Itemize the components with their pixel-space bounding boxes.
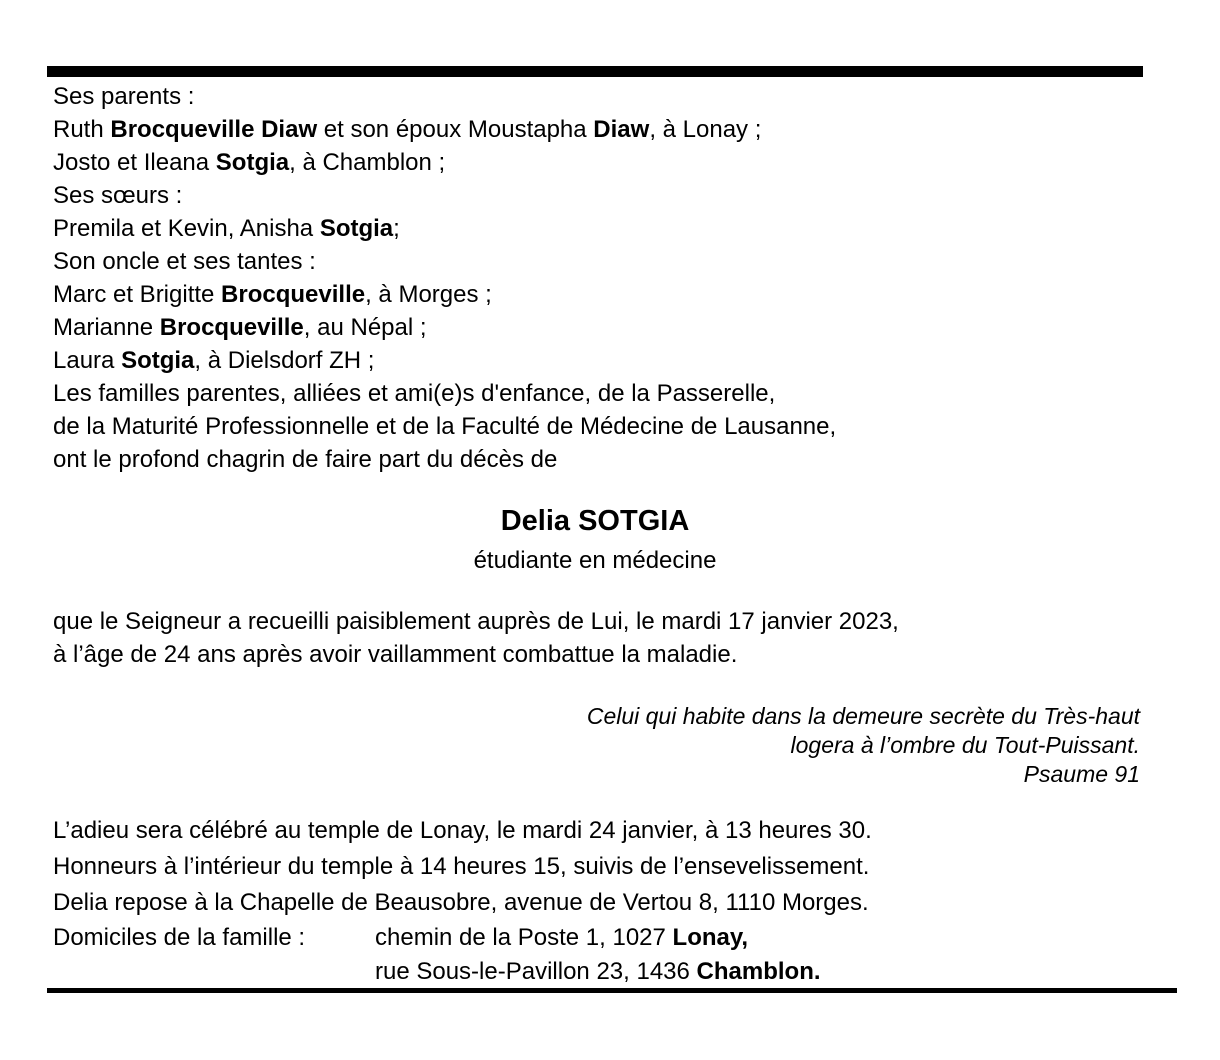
psalm-lines <box>587 702 1140 760</box>
text-segment: , à Morges ; <box>365 281 492 308</box>
domiciles-label-spacer <box>53 955 375 989</box>
domicile-address-2 <box>375 955 821 989</box>
text-line: Delia repose à la Chapelle de Beausobre, avenue de Vertou 8, 1110 Morges. <box>53 889 869 916</box>
ceremony-details <box>53 813 872 921</box>
text-line <box>53 113 836 146</box>
text-segment: Ses parents : <box>53 83 195 110</box>
family-intro <box>53 80 836 476</box>
domiciles-label: Domiciles de la famille : <box>53 924 306 951</box>
text-line <box>53 443 836 476</box>
surname-bold: Brocqueville <box>159 314 304 341</box>
surname-bold: Sotgia <box>319 215 394 242</box>
text-line <box>53 80 836 113</box>
text-segment: Laura <box>53 347 122 374</box>
bottom-rule <box>47 988 1177 993</box>
text-segment: Ruth <box>53 116 111 143</box>
text-line: que le Seigneur a recueilli paisiblement auprès de Lui, le mardi 17 janvier 2023, <box>53 608 899 635</box>
psalm-quote <box>587 702 1140 789</box>
text-segment: Marc et Brigitte <box>53 281 222 308</box>
psalm-reference: Psaume 91 <box>1023 761 1140 787</box>
text-segment: et son époux Moustapha <box>317 116 594 143</box>
text-line: L’adieu sera célébré au temple de Lonay, le mardi 24 janvier, à 13 heures 30. <box>53 817 872 844</box>
text-segment: , au Népal ; <box>303 314 427 341</box>
surname-bold: Chamblon. <box>696 958 821 985</box>
text-segment: , à Dielsdorf ZH ; <box>194 347 375 374</box>
surname-bold: Brocqueville <box>221 281 366 308</box>
text-segment: Les familles parentes, alliées et ami(e)s d'enfance, de la Passerelle, <box>53 380 776 407</box>
text-line <box>53 344 836 377</box>
text-segment: rue Sous-le-Pavillon 23, 1436 <box>375 958 697 985</box>
text-line: Celui qui habite dans la demeure secrète du Très-haut <box>586 703 1140 729</box>
deceased-subtitle: étudiante en médecine <box>473 547 717 574</box>
text-line <box>53 146 836 179</box>
text-line <box>53 311 836 344</box>
text-segment: Josto et Ileana <box>53 149 216 176</box>
text-line <box>53 179 836 212</box>
text-line <box>53 377 836 410</box>
death-paragraph <box>53 605 899 671</box>
text-line: à l’âge de 24 ans après avoir vaillamment combattue la maladie. <box>53 641 738 668</box>
text-segment: chemin de la Poste 1, 1027 <box>375 924 673 951</box>
surname-bold: Sotgia <box>121 347 195 374</box>
text-line: logera à l’ombre du Tout-Puissant. <box>790 732 1140 758</box>
text-line <box>53 278 836 311</box>
text-segment: ont le profond chagrin de faire part du décès de <box>53 446 558 473</box>
deceased-name: Delia SOTGIA <box>500 505 690 537</box>
surname-bold: Brocqueville Diaw <box>110 116 318 143</box>
text-segment: de la Maturité Professionnelle et de la Faculté de Médecine de Lausanne, <box>53 413 837 440</box>
domicile-address-1 <box>375 921 748 955</box>
text-line <box>53 212 836 245</box>
text-segment: Son oncle et ses tantes : <box>53 248 316 275</box>
text-segment: , à Lonay ; <box>649 116 762 143</box>
domicile-row <box>53 955 821 989</box>
surname-bold: Lonay, <box>672 924 749 951</box>
family-domiciles <box>53 921 821 989</box>
surname-bold: Sotgia <box>215 149 290 176</box>
surname-bold: Diaw <box>593 116 650 143</box>
text-line <box>53 245 836 278</box>
text-segment: Premila et Kevin, Anisha <box>53 215 320 242</box>
text-segment: Ses sœurs : <box>53 182 183 209</box>
text-line: Honneurs à l’intérieur du temple à 14 heures 15, suivis de l’ensevelissement. <box>53 853 870 880</box>
text-segment: Marianne <box>53 314 160 341</box>
text-line <box>53 410 836 443</box>
text-segment: , à Chamblon ; <box>289 149 446 176</box>
domicile-row <box>53 921 821 955</box>
text-segment: ; <box>393 215 400 242</box>
top-rule <box>47 66 1143 77</box>
